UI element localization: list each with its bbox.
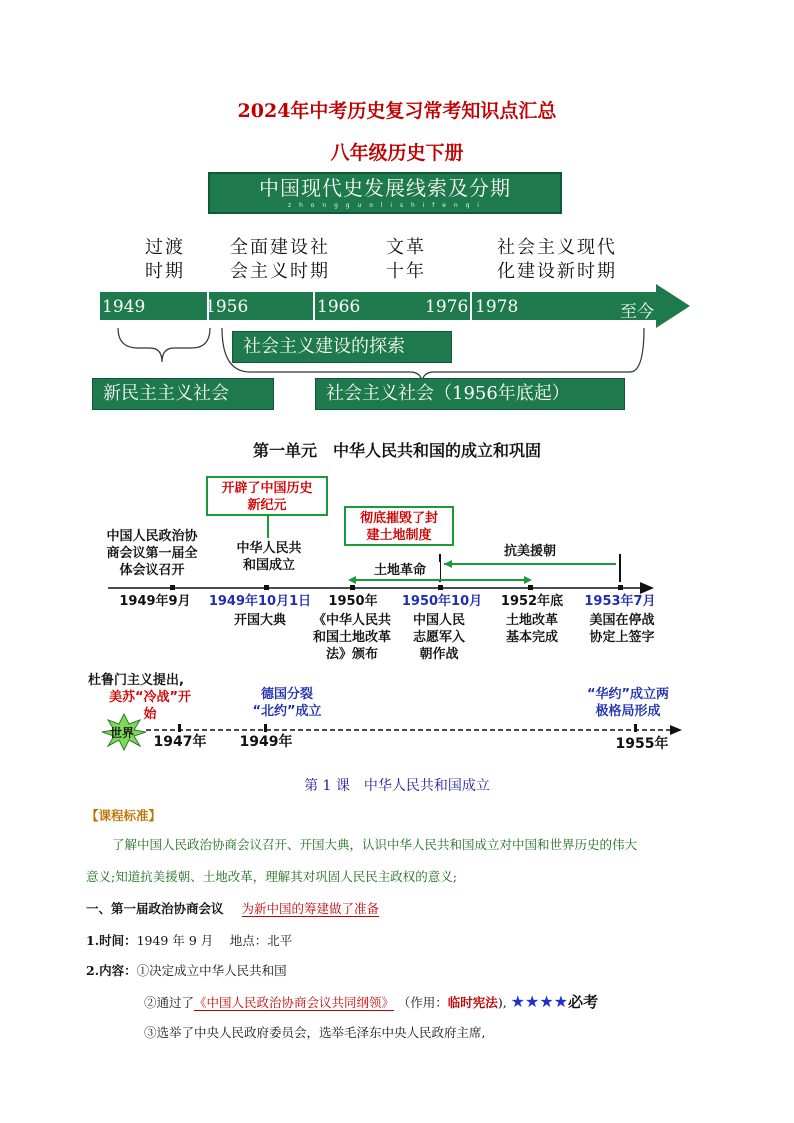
cold-war-start-1: 美苏“冷战”开 [108,690,192,705]
time-text: 1949 年 9 月 地点：北平 [136,933,293,948]
lesson-title: 第 1 课 中华人民共和国成立 [304,778,490,794]
content-row [86,956,287,986]
period-modernization: 社会主义现代 化建设新时期 [497,237,617,282]
date-1949-09: 1949年9月 [119,594,191,609]
section-1-label: 一、第一届政治协商会议 [86,901,224,916]
cold-war-start-2: 始 [143,707,157,722]
standard-text-1: 了解中国人民政治协商会议召开、开国大典，认识中华人民共和国成立对中国和世界历史的伟大 [112,837,638,852]
item2-role-label: （作用： [404,995,448,1010]
importance-stars: ★★★★ [510,992,569,1011]
common-program-doc: 《中国人民政治协商会议共同纲领》 [194,995,395,1010]
new-era-box: 开辟了中国历史 新纪元 [206,476,328,516]
banner-title: 中国现代史发展线索及分期 [259,176,511,200]
document-subtitle: 八年级历史下册 [330,142,464,164]
event-volunteers: 中国人民 志愿军入 朝作战 [412,613,465,662]
exploration-box: 社会主义建设的探索 [232,331,452,363]
time-row [86,926,292,956]
section-banner [208,172,562,214]
item2-prefix: ②通过了 [144,995,195,1010]
section-1-heading [86,894,379,924]
land-reform-label: 土地革命 [360,562,440,579]
event-cppcc: 中国人民政治协 商会议第一届全 体会议召开 [106,529,198,578]
year-1976: 1976 [425,297,469,317]
socialist-society-box: 社会主义社会（1956年底起） [315,378,625,410]
world-label: 世界 [110,726,135,740]
period-arrow [96,284,696,328]
time-label: 1. [86,933,100,948]
content-head: 内容： [99,963,137,978]
year-1978: 1978 [475,297,519,317]
event-founding-ceremony: 开国大典 [233,613,286,628]
period-transition: 过渡 时期 [145,237,185,282]
event-land-reform-done: 土地改革 基本完成 [505,613,558,645]
year-to-present: 至今 [620,302,654,322]
section-1-note: 为新中国的筹建做了准备 [241,901,380,916]
content-item-3: ③选举了中央人民政府委员会，选举毛泽东中央人民政府主席, [144,1025,486,1040]
content-item-2 [144,987,598,1018]
korea-war-label: 抗美援朝 [503,544,556,559]
document-title: 2024年中考历史复习常考知识点汇总 [237,100,557,122]
warsaw-pact: “华约”成立两 极格局形成 [586,687,670,719]
event-armistice: 美国在停战 协定上签字 [589,613,655,645]
truman-doctrine: 杜鲁门主义提出, [88,673,184,688]
new-democratic-box: 新民主主义社会 [92,378,274,410]
year-1956: 1956 [205,297,249,317]
feudal-land-box: 彻底摧毁了封 建土地制度 [344,506,454,546]
year-1947: 1947年 [153,734,207,750]
must-test-label: 必考 [568,993,599,1011]
item2-role: 临时宪法 [447,995,498,1010]
period-full-construction: 全面建设社 会主义时期 [230,237,330,282]
banner-pinyin: z h o n g g u o l i s h i f e n q i [288,202,482,209]
year-1955: 1955年 [615,736,669,752]
event-prc-founded: 中华人民共 和国成立 [236,541,302,573]
date-1953-07: 1953年7月 [584,594,656,609]
event-land-law: 《中华人民共 和国土地改革 法》颁布 [312,613,391,662]
item2-suffix: ), [497,995,507,1010]
germany-nato: 德国分裂 “北约”成立 [252,687,322,719]
date-1950: 1950年 [328,594,378,609]
year-1949: 1949 [102,297,146,317]
date-1949-10-01: 1949年10月1日 [208,594,312,609]
standard-text-2: 意义;知道抗美援朝、土地改革，理解其对巩固人民民主政权的意义; [86,869,457,884]
new-era-connector [260,516,280,540]
period-cultural-revolution: 文革 十年 [386,237,426,282]
unit-title: 第一单元 中华人民共和国的成立和巩固 [252,441,541,460]
date-1950-10: 1950年10月 [401,594,483,609]
year-1949-world: 1949年 [239,734,293,750]
year-1966: 1966 [317,297,361,317]
date-1952-end: 1952年底 [500,594,564,609]
curriculum-standard-label: 【课程标准】 [86,808,162,823]
time-head: 时间： [99,933,137,948]
content-item-1: ①决定成立中华人民共和国 [136,963,287,978]
content-label: 2. [86,963,100,978]
